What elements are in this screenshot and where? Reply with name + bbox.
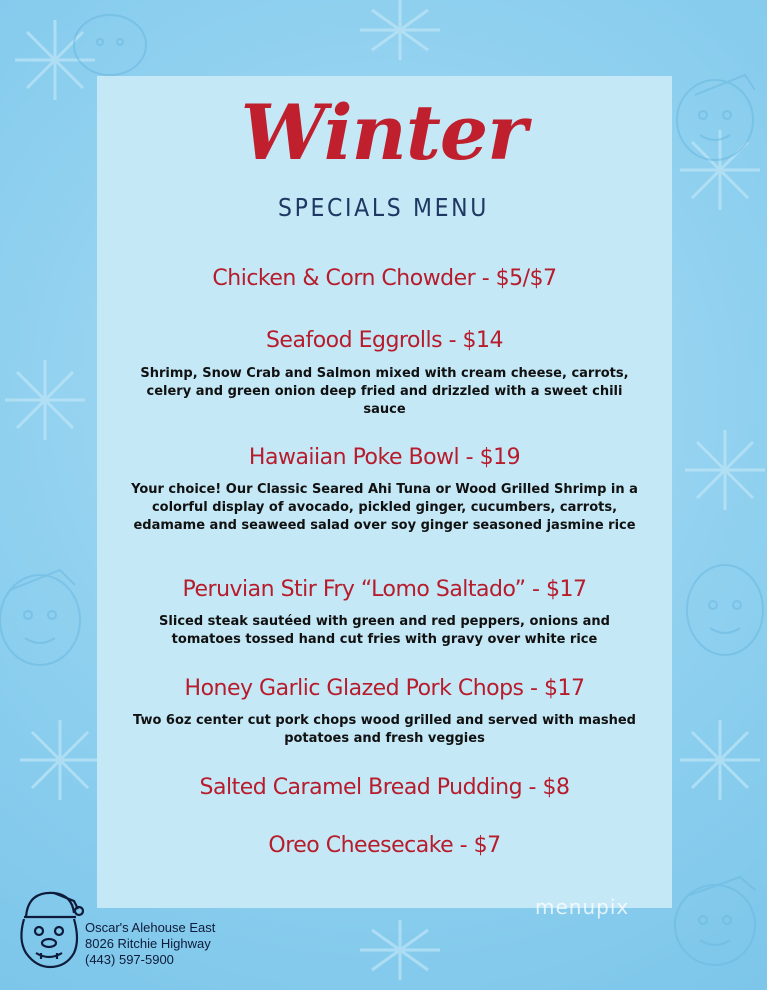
bulldog-logo bbox=[14, 885, 84, 975]
menu-item-description: Sliced steak sautéed with green and red peppers, onions and tomatoes tossed hand cut fries with gravy over white rice bbox=[159, 614, 610, 647]
menu-item-title: Hawaiian Poke Bowl - $19 bbox=[248, 445, 521, 470]
footer-contact bbox=[85, 920, 215, 968]
dog-outline-icon bbox=[687, 565, 763, 655]
menu-item-description: Shrimp, Snow Crab and Salmon mixed with cream cheese, carrots, celery and green onion deep fried and drizzled with a sweet chili sauce bbox=[140, 366, 629, 417]
snowflake-icon bbox=[680, 720, 760, 800]
snowflake-icon bbox=[360, 920, 440, 980]
restaurant-name: Oscar's Alehouse East bbox=[85, 920, 216, 935]
restaurant-phone: (443) 597-5900 bbox=[85, 952, 174, 967]
menu-item-title: Salted Caramel Bread Pudding - $8 bbox=[199, 775, 570, 800]
menu-item-description: Two 6oz center cut pork chops wood grilled and served with mashed potatoes and fresh veggies bbox=[133, 713, 636, 746]
watermark: menupix bbox=[535, 895, 630, 919]
menu-item-title: Oreo Cheesecake - $7 bbox=[268, 833, 501, 858]
snowflake-icon bbox=[360, 0, 440, 60]
snowflake-icon bbox=[685, 430, 765, 510]
page-subtitle: SPECIALS MENU bbox=[277, 193, 490, 222]
menu-item-title: Honey Garlic Glazed Pork Chops - $17 bbox=[184, 676, 585, 701]
dog-outline-icon bbox=[0, 570, 80, 665]
menu-item-title: Chicken & Corn Chowder - $5/$7 bbox=[212, 266, 557, 291]
dog-outline-icon bbox=[74, 15, 146, 75]
dog-outline-icon bbox=[675, 877, 755, 965]
menu-item-description: Your choice! Our Classic Seared Ahi Tuna or Wood Grilled Shrimp in a colorful display of avocado, pickled ginger, cucumbers, carrots, edamame and seaweed salad over soy ginger seasoned jasmine rice bbox=[131, 482, 638, 533]
menu-item-title: Seafood Eggrolls - $14 bbox=[265, 328, 504, 353]
snowflake-icon bbox=[20, 720, 100, 800]
page-title: Winter bbox=[240, 88, 527, 177]
snowflake-icon bbox=[15, 20, 95, 100]
snowflake-icon bbox=[5, 360, 85, 440]
restaurant-address: 8026 Ritchie Highway bbox=[85, 936, 211, 951]
menu-item-title: Peruvian Stir Fry “Lomo Saltado” - $17 bbox=[182, 577, 587, 602]
